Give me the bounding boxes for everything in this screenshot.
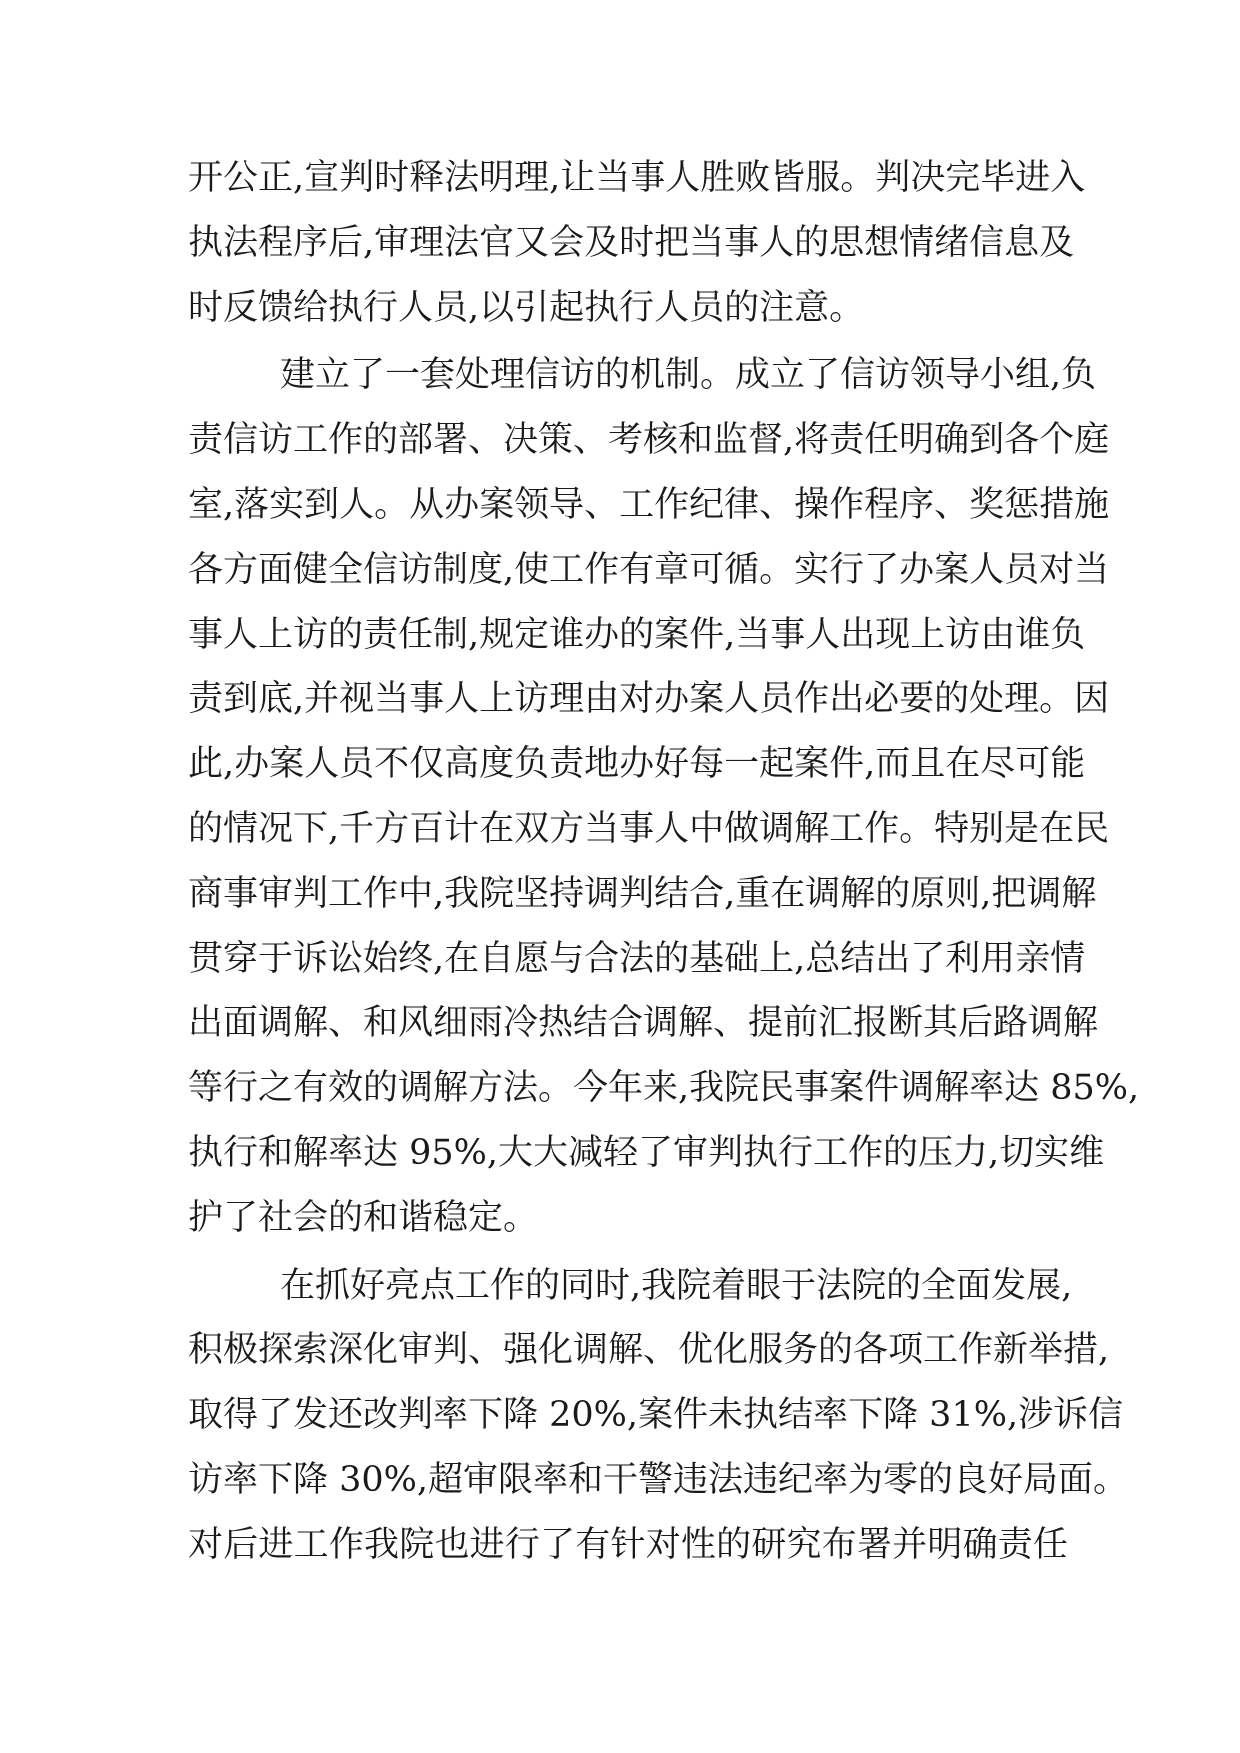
text-line: 积极探索深化审判、强化调解、优化服务的各项工作新举措, xyxy=(188,1330,1110,1371)
text-line: 执法程序后,审理法官又会及时把当事人的思想情绪信息及 xyxy=(188,222,1075,263)
text-line: 责到底,并视当事人上访理由对办案人员作出必要的处理。因 xyxy=(188,679,1110,720)
text-line: 出面调解、和风细雨冷热结合调解、提前汇报断其后路调解 xyxy=(188,1003,1099,1044)
text-line: 时反馈给执行人员,以引起执行人员的注意。 xyxy=(188,287,865,328)
text-line: 取得了发还改判率下降 20%,案件未执结率下降 31%,涉诉信 xyxy=(188,1395,1124,1436)
text-line: 执行和解率达 95%,大大减轻了审判执行工作的压力,切实维 xyxy=(188,1132,1105,1173)
text-line: 责信访工作的部署、决策、考核和监督,将责任明确到各个庭 xyxy=(188,420,1110,461)
text-line: 商事审判工作中,我院坚持调判结合,重在调解的原则,把调解 xyxy=(188,873,1097,914)
paragraph-1 xyxy=(188,146,1086,340)
text-line: 室,落实到人。从办案领导、工作纪律、操作程序、奖惩措施 xyxy=(188,484,1110,525)
text-line: 在抓好亮点工作的同时,我院着眼于法院的全面发展, xyxy=(280,1265,1073,1306)
text-line: 访率下降 30%,超审限率和干警违法违纪率为零的良好局面。 xyxy=(188,1459,1129,1500)
paragraph-2 xyxy=(188,343,1140,1250)
text-line: 护了社会的和谐稳定。 xyxy=(188,1197,539,1238)
paragraph-3 xyxy=(188,1254,1129,1578)
text-line: 贯穿于诉讼始终,在自愿与合法的基础上,总结出了利用亲情 xyxy=(188,938,1086,979)
text-line: 事人上访的责任制,规定谁办的案件,当事人出现上访由谁负 xyxy=(188,614,1086,655)
text-line: 对后进工作我院也进行了有针对性的研究布署并明确责任 xyxy=(188,1524,1068,1565)
text-line: 等行之有效的调解方法。今年来,我院民事案件调解率达 85%, xyxy=(188,1068,1140,1109)
text-line: 此,办案人员不仅高度负责地办好每一起案件,而且在尽可能 xyxy=(188,744,1086,785)
text-line: 建立了一套处理信访的机制。成立了信访领导小组,负 xyxy=(280,355,1097,396)
text-line: 的情况下,千方百计在双方当事人中做调解工作。特别是在民 xyxy=(188,808,1110,849)
text-line: 各方面健全信访制度,使工作有章可循。实行了办案人员对当 xyxy=(188,549,1110,590)
body-text xyxy=(188,146,1140,1578)
text-line: 开公正,宣判时释法明理,让当事人胜败皆服。判决完毕进入 xyxy=(188,158,1086,198)
